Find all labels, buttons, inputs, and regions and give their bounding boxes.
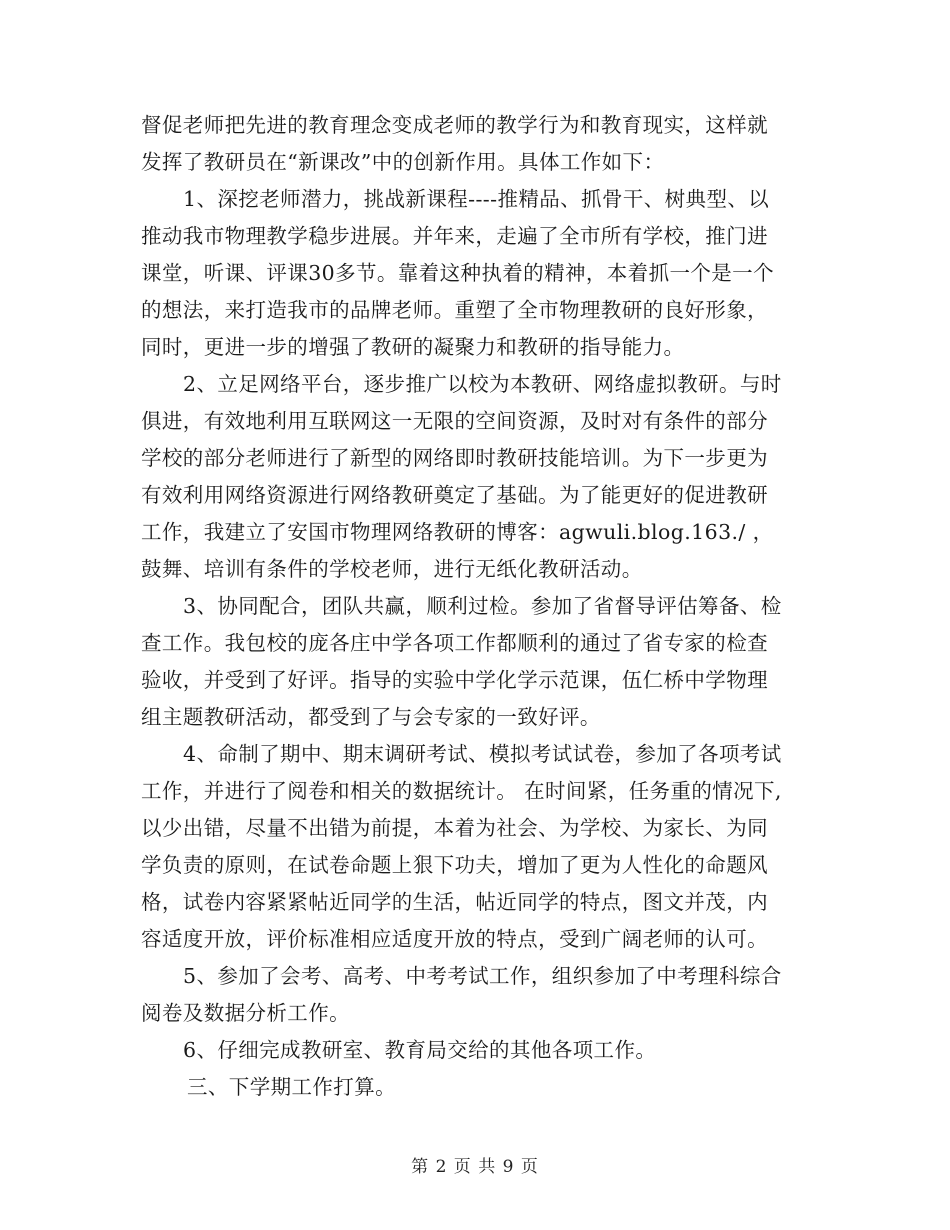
paragraph-item-6: 6、仔细完成教研室、教育局交给的其他各项工作。 (183, 1038, 657, 1062)
text-line: 学负责的原则，在试卷命题上狠下功夫，增加了更为人性化的命题风 (141, 853, 768, 877)
text-line: 查工作。我包校的庞各庄中学各项工作都顺利的通过了省专家的检查 (141, 631, 768, 655)
text-line: 以少出错，尽量不出错为前提，本着为社会、为学校、为家长、为同 (141, 816, 768, 840)
text-line: 格，试卷内容紧紧帖近同学的生活，帖近同学的特点，图文并茂，内 (141, 890, 768, 914)
text-line: 容适度开放，评价标准相应适度开放的特点，受到广阔老师的认可。 (141, 927, 768, 951)
text-line: 课堂，听课、评课30多节。靠着这种执着的精神，本着抓一个是一个 (141, 261, 774, 285)
page-number-footer: 第 2 页 共 9 页 (411, 1157, 539, 1177)
paragraph-item-1-start: 1、深挖老师潜力，挑战新课程----推精品、抓骨干、树典型、以 (183, 187, 770, 211)
section-heading-next-term: 三、下学期工作打算。 (187, 1075, 396, 1099)
text-line: 验收，并受到了好评。指导的实验中学化学示范课，伍仁桥中学物理 (141, 668, 768, 692)
paragraph-item-4-start: 4、命制了期中、期末调研考试、模拟考试试卷，参加了各项考试 (183, 742, 782, 766)
text-line: 学校的部分老师进行了新型的网络即时教研技能培训。为下一步更为 (141, 446, 768, 470)
text-line-blog-url: 工作，我建立了安国市物理网络教研的博客：agwuli.blog.163./ ， (141, 520, 774, 544)
paragraph-item-5-start: 5、参加了会考、高考、中考考试工作，组织参加了中考理科综合 (183, 964, 782, 988)
text-line: 有效利用网络资源进行网络教研奠定了基础。为了能更好的促进教研 (141, 483, 768, 507)
text-line: 鼓舞、培训有条件的学校老师，进行无纸化教研活动。 (141, 557, 643, 581)
document-body (141, 107, 821, 1106)
paragraph-item-2-start: 2、立足网络平台，逐步推广以校为本教研、网络虚拟教研。与时 (183, 372, 782, 396)
text-line: 发挥了教研员在“新课改”中的创新作用。具体工作如下： (141, 150, 665, 174)
text-line: 组主题教研活动，都受到了与会专家的一致好评。 (141, 705, 601, 729)
text-line: 同时，更进一步的增强了教研的凝聚力和教研的指导能力。 (141, 335, 685, 359)
paragraph-item-3-start: 3、协同配合，团队共赢，顺利过检。参加了省督导评估筹备、检 (183, 594, 782, 618)
text-line: 阅卷及数据分析工作。 (141, 1001, 350, 1025)
text-line: 督促老师把先进的教育理念变成老师的教学行为和教育现实，这样就 (141, 113, 768, 137)
text-line: 工作，并进行了阅卷和相关的数据统计。 在时间紧，任务重的情况下, (141, 779, 782, 803)
text-line: 俱进，有效地利用互联网这一无限的空间资源，及时对有条件的部分 (141, 409, 768, 433)
text-line: 的想法，来打造我市的品牌老师。重塑了全市物理教研的良好形象， (141, 298, 768, 322)
text-line: 推动我市物理教学稳步进展。并年来，走遍了全市所有学校，推门进 (141, 224, 768, 248)
